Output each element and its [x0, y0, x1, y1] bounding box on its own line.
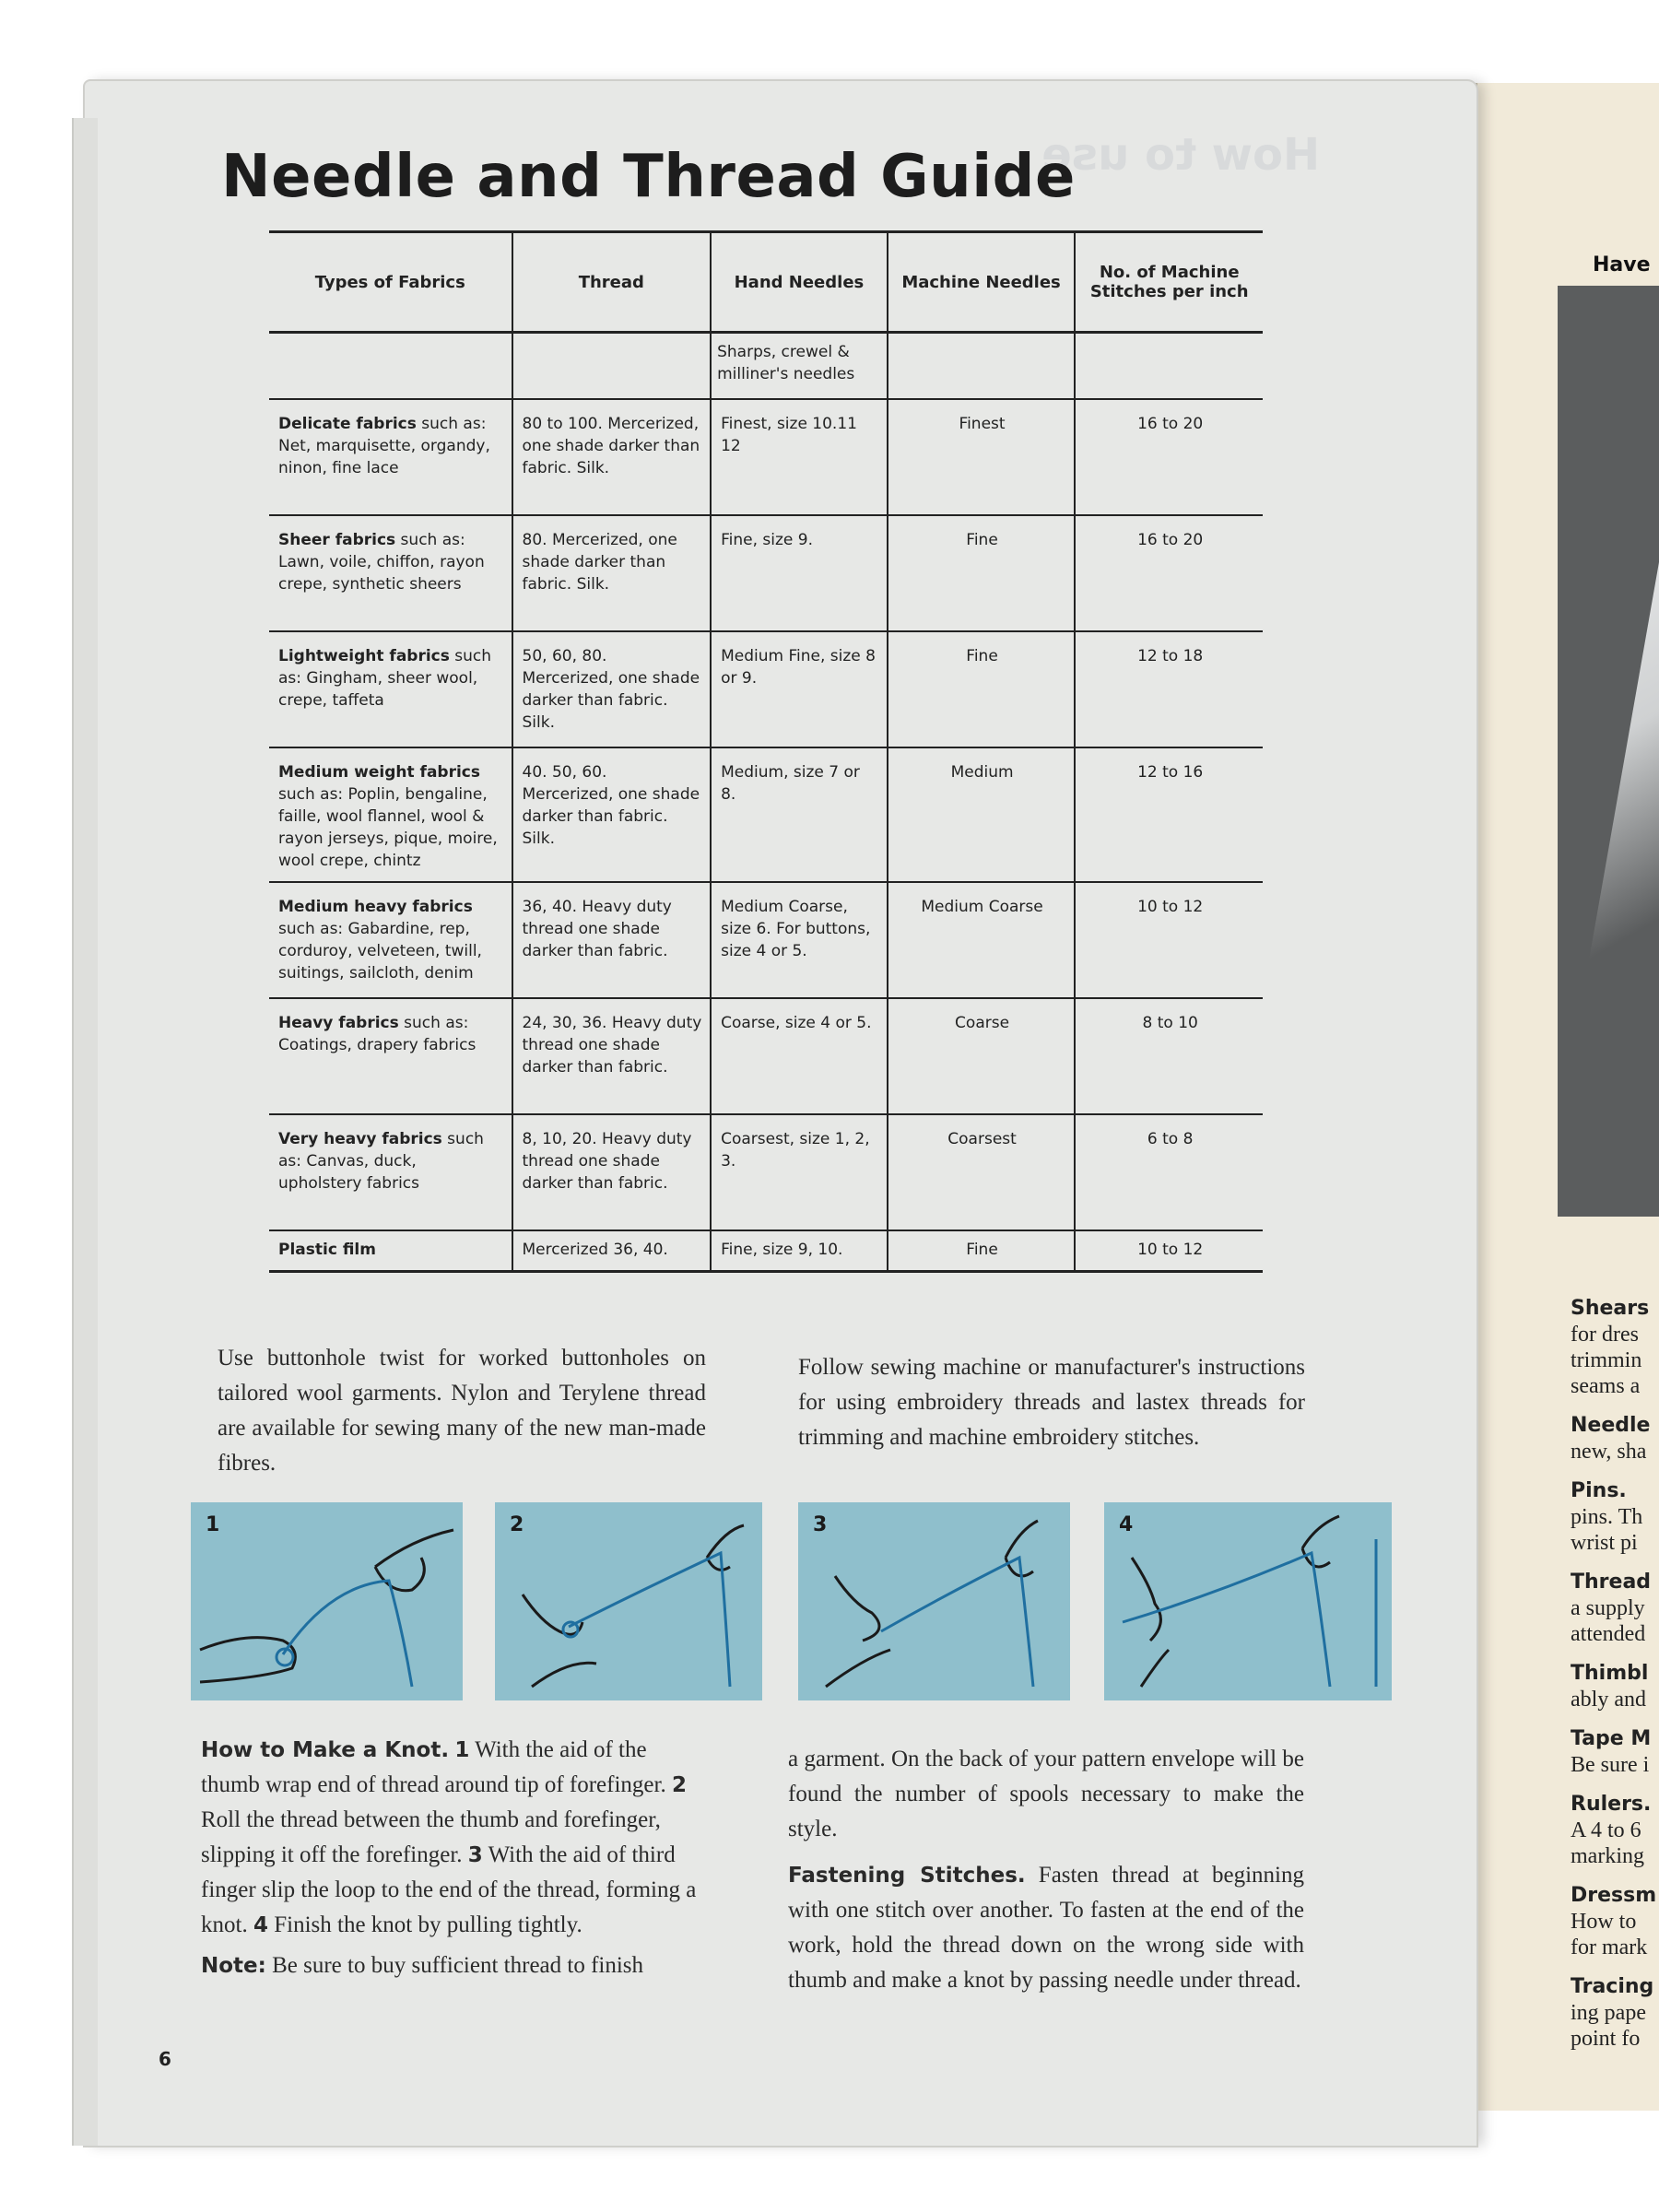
- cell-hand-needles: Fine, size 9, 10.: [711, 1230, 888, 1272]
- right-item-line: seams a: [1571, 1374, 1641, 1398]
- knot-illustration-4: [1104, 1502, 1392, 1700]
- cell-machine-needles: Coarsest: [888, 1114, 1076, 1230]
- illustration-number: 1: [206, 1513, 220, 1536]
- fabric-examples: such as: Poplin, bengaline, faille, wool flannel, wool & rayon jerseys, pique, moire, wool crepe, chintz: [278, 785, 498, 870]
- cell-thread: 50, 60, 80. Mercerized, one shade darker than fabric. Silk.: [512, 631, 712, 747]
- right-item-heading: Pins.: [1571, 1479, 1627, 1502]
- table-row: [269, 998, 1263, 1114]
- cell-hand-needles: Medium Coarse, size 6. For buttons, size 4 or 5.: [711, 882, 888, 998]
- header-types-of-fabrics: Types of Fabrics: [269, 232, 512, 333]
- right-page-item: [1571, 1477, 1659, 1556]
- cell-fabric-type: [269, 515, 512, 631]
- cell-fabric-type: [269, 631, 512, 747]
- right-item-line: point fo: [1571, 2027, 1641, 2051]
- bleed-through-text: How to use: [1041, 129, 1321, 181]
- fabric-category: Very heavy fabrics: [278, 1130, 442, 1148]
- cell-hand-needles: Medium Fine, size 8 or 9.: [711, 631, 888, 747]
- cell-machine-needles: Finest: [888, 399, 1076, 515]
- table-header-row: [269, 232, 1263, 333]
- page-title: Needle and Thread Guide: [221, 143, 1076, 211]
- cell-hand-needles: Fine, size 9.: [711, 515, 888, 631]
- illustration-number: 2: [510, 1513, 524, 1536]
- table-row: [269, 1114, 1263, 1230]
- right-page-item: [1571, 1791, 1659, 1869]
- right-item-line: ing pape: [1571, 2001, 1646, 2025]
- hand-thread-drawing: [1104, 1502, 1392, 1700]
- cell-stitches: 10 to 12: [1075, 1230, 1263, 1272]
- cell-stitches: 6 to 8: [1075, 1114, 1263, 1230]
- header-machine-needles: Machine Needles: [888, 232, 1076, 333]
- illustration-number: 4: [1119, 1513, 1134, 1536]
- fabric-category: Lightweight fabrics: [278, 647, 450, 665]
- cell-hand-needles: Coarsest, size 1, 2, 3.: [711, 1114, 888, 1230]
- right-item-line: marking: [1571, 1844, 1644, 1868]
- right-item-heading: Tape M: [1571, 1727, 1652, 1750]
- fabric-examples: such as: Coatings, drapery fabrics: [278, 1014, 477, 1054]
- cell-fabric-type: [269, 747, 512, 882]
- fabric-examples: such as: Net, marquisette, organdy, ninon, fine lace: [278, 415, 490, 477]
- fabric-category: Delicate fabrics: [278, 415, 417, 433]
- table-row: [269, 747, 1263, 882]
- fastening-paragraph: [788, 1858, 1304, 1998]
- right-item-heading: Thread: [1571, 1571, 1652, 1594]
- header-hand-needles: Hand Needles: [711, 232, 888, 333]
- right-item-heading: Thimbl: [1571, 1662, 1649, 1685]
- fabric-category: Medium weight fabrics: [278, 763, 480, 782]
- right-page-item: [1571, 1412, 1659, 1465]
- right-page-photo: [1558, 286, 1659, 1217]
- fabric-examples: such as: Lawn, voile, chiffon, rayon crepe, synthetic sheers: [278, 531, 485, 594]
- note-text: Be sure to buy sufficient thread to finish: [265, 1953, 644, 1978]
- knot-illustration-3: [798, 1502, 1070, 1700]
- cell-machine-needles: Medium: [888, 747, 1076, 882]
- cell-machine-needles: Coarse: [888, 998, 1076, 1114]
- cell-stitches: 12 to 18: [1075, 631, 1263, 747]
- cell-fabric-type: [269, 882, 512, 998]
- fastening-heading: Fastening Stitches.: [788, 1864, 1026, 1888]
- right-page-item: [1571, 1725, 1659, 1778]
- needle-thread-table: [269, 230, 1263, 1273]
- fabric-category: Medium heavy fabrics: [278, 898, 473, 916]
- fabric-examples: such as: Gabardine, rep, corduroy, velveteen, twill, suitings, sailcloth, denim: [278, 920, 482, 982]
- cell-thread: Mercerized 36, 40.: [512, 1230, 712, 1272]
- table-row: [269, 515, 1263, 631]
- cell-thread: 80 to 100. Mercerized, one shade darker than fabric. Silk.: [512, 399, 712, 515]
- note-label: Note:: [201, 1954, 266, 1978]
- hand-thread-drawing: [495, 1502, 762, 1700]
- subheader-hand-needles: Sharps, crewel & milliner's needles: [711, 333, 888, 400]
- right-item-line: attended: [1571, 1622, 1646, 1646]
- fastening-column: [788, 1742, 1304, 1998]
- right-page-item: [1571, 1295, 1659, 1399]
- paragraph-embroidery: Follow sewing machine or manufacturer's instructions for using embroidery threads and lastex threads for trimming and machine embroidery stitches.: [798, 1355, 1305, 1450]
- fabric-category: Plastic film: [278, 1241, 376, 1259]
- cell-fabric-type: [269, 399, 512, 515]
- right-page-items: [1571, 1295, 1659, 2065]
- cell-thread: 8, 10, 20. Heavy duty thread one shade darker than fabric.: [512, 1114, 712, 1230]
- cell-hand-needles: Coarse, size 4 or 5.: [711, 998, 888, 1114]
- right-item-line: for dres: [1571, 1323, 1639, 1347]
- cell-machine-needles: Medium Coarse: [888, 882, 1076, 998]
- right-page-item: [1571, 1973, 1659, 2052]
- illustration-number: 3: [813, 1513, 828, 1536]
- right-item-line: for mark: [1571, 1936, 1648, 1959]
- header-thread: Thread: [512, 232, 712, 333]
- continuation-text: a garment. On the back of your pattern envelope will be found the number of spools necessary to make the style.: [788, 1747, 1304, 1841]
- right-item-line: wrist pi: [1571, 1531, 1638, 1555]
- hand-thread-drawing: [798, 1502, 1070, 1700]
- cell-thread: 24, 30, 36. Heavy duty thread one shade darker than fabric.: [512, 998, 712, 1114]
- cell-machine-needles: Fine: [888, 631, 1076, 747]
- right-item-line: a supply: [1571, 1596, 1645, 1620]
- table-row: [269, 399, 1263, 515]
- right-item-heading: Tracing: [1571, 1975, 1654, 1998]
- table-row: [269, 882, 1263, 998]
- right-item-heading: Dressm: [1571, 1884, 1657, 1907]
- right-page-header: Have: [1593, 253, 1651, 276]
- page-number: 6: [159, 2048, 171, 2070]
- right-item-heading: Shears: [1571, 1297, 1650, 1320]
- cell-stitches: 12 to 16: [1075, 747, 1263, 882]
- knot-illustration-2: [495, 1502, 762, 1700]
- cell-hand-needles: Medium, size 7 or 8.: [711, 747, 888, 882]
- fabric-category: Sheer fabrics: [278, 531, 396, 549]
- header-machine-stitches: No. of Machine Stitches per inch: [1075, 232, 1263, 333]
- right-item-line: new, sha: [1571, 1440, 1647, 1464]
- table-subheader-row: [269, 333, 1263, 400]
- cell-stitches: 16 to 20: [1075, 515, 1263, 631]
- right-item-line: ably and: [1571, 1688, 1646, 1712]
- right-page-item: [1571, 1660, 1659, 1712]
- fastening-text: Fasten thread at beginning with one stitch over another. To fasten at the end of the work, hold the thread down on the wrong side with thumb and make a knot by passing needle under thread.: [788, 1863, 1304, 1993]
- fabric-examples: such as: Canvas, duck, upholstery fabrics: [278, 1130, 484, 1193]
- table-row: [269, 631, 1263, 747]
- knot-heading: How to Make a Knot.: [201, 1738, 450, 1762]
- right-item-line: pins. Th: [1571, 1505, 1643, 1529]
- cell-machine-needles: Fine: [888, 515, 1076, 631]
- cell-stitches: 8 to 10: [1075, 998, 1263, 1114]
- cell-stitches: 10 to 12: [1075, 882, 1263, 998]
- cell-thread: 36, 40. Heavy duty thread one shade darker than fabric.: [512, 882, 712, 998]
- note: [201, 1948, 699, 1983]
- cell-stitches: 16 to 20: [1075, 399, 1263, 515]
- knot-caption: How to Make a Knot. 1 With the aid of the thumb wrap end of thread around tip of forefinger. 2 Roll the thread between the thumb and forefinger, slipping it off the forefinger. 3 With the aid of third finger slip the loop to the end of the thread, forming a knot. 4 Finish the knot by pulling tightly. Note: Be sure to buy sufficient thread to finish: [201, 1733, 699, 1983]
- right-item-heading: Rulers.: [1571, 1793, 1652, 1816]
- cell-machine-needles: Fine: [888, 1230, 1076, 1272]
- paragraph-buttonhole: Use buttonhole twist for worked buttonholes on tailored wool garments. Nylon and Terylene thread are available for sewing many of the new man-made fibres.: [218, 1346, 706, 1476]
- right-item-line: A 4 to 6: [1571, 1818, 1641, 1842]
- cell-hand-needles: Finest, size 10.11 12: [711, 399, 888, 515]
- right-item-line: Be sure i: [1571, 1753, 1650, 1777]
- right-item-heading: Needle: [1571, 1414, 1651, 1437]
- cell-fabric-type: [269, 998, 512, 1114]
- hand-thread-drawing: [191, 1502, 463, 1700]
- right-item-line: trimmin: [1571, 1348, 1642, 1372]
- fabric-examples: such as: Gingham, sheer wool, crepe, taffeta: [278, 647, 492, 710]
- cell-thread: 40. 50, 60. Mercerized, one shade darker than fabric. Silk.: [512, 747, 712, 882]
- cell-fabric-type: [269, 1114, 512, 1230]
- knot-illustration-1: [191, 1502, 463, 1700]
- right-page-item: [1571, 1882, 1659, 1960]
- fabric-category: Heavy fabrics: [278, 1014, 399, 1032]
- cell-thread: 80. Mercerized, one shade darker than fabric. Silk.: [512, 515, 712, 631]
- right-page-item: [1571, 1569, 1659, 1647]
- cell-fabric-type: [269, 1230, 512, 1272]
- right-item-line: How to: [1571, 1910, 1637, 1934]
- table-row: [269, 1230, 1263, 1272]
